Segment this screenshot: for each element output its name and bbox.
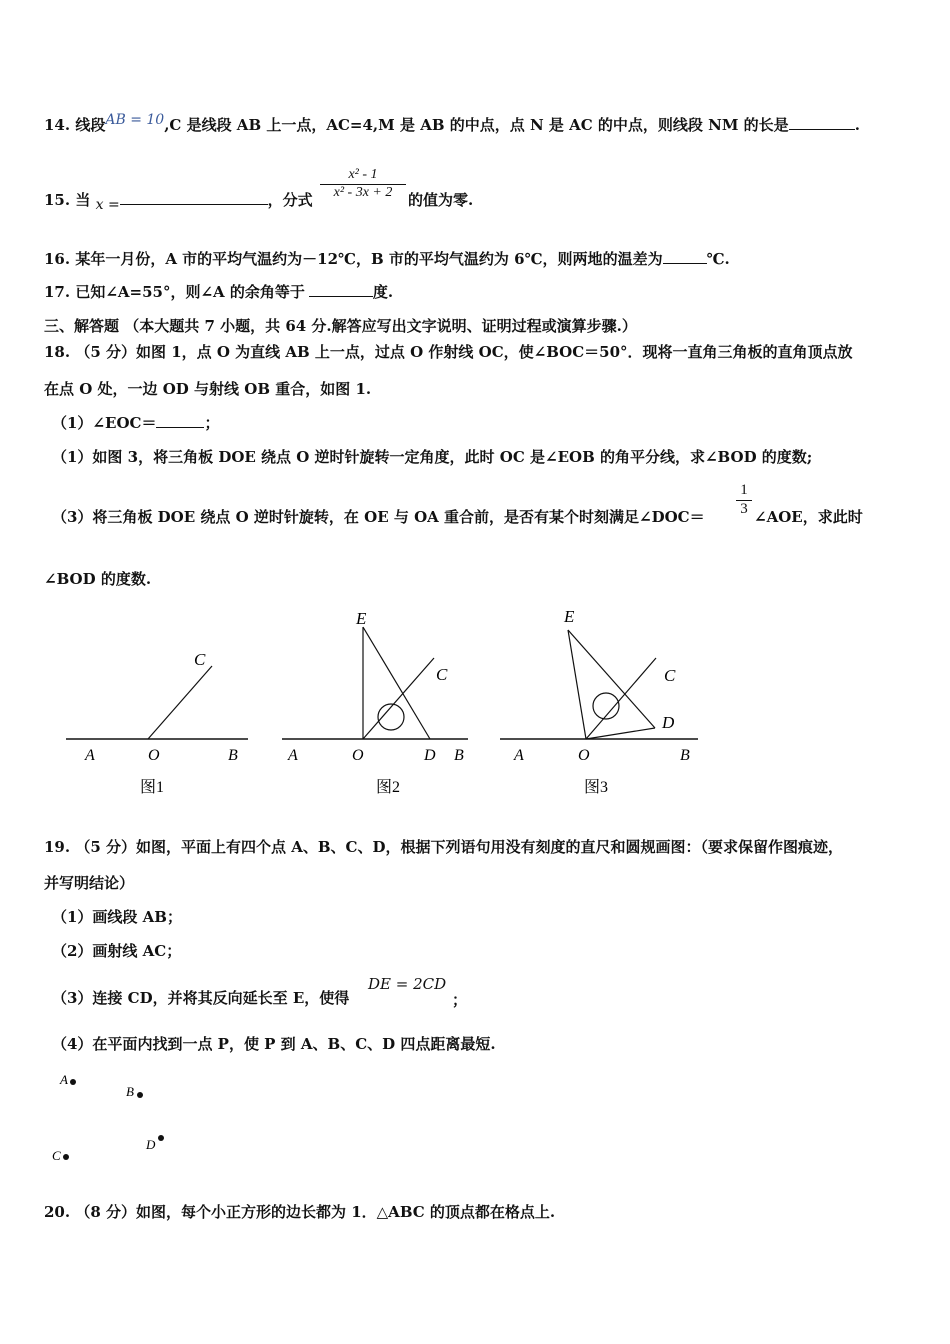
q14-text: ,C 是线段 AB 上一点，AC=4,M 是 AB 的中点，点 N 是 AC 的中点，则线段 NM 的长是	[164, 116, 789, 134]
q19-step3-end: ；	[452, 991, 468, 1009]
fig2-label-o: O	[352, 747, 364, 764]
q18-part3b: ∠AOE，求此时	[754, 508, 863, 526]
section-3-heading: 三、解答题 （本大题共 7 小题，共 64 分.解答应写出文字说明、证明过程或演算步骤.）	[44, 317, 637, 335]
fig3-ray-oc	[586, 658, 656, 739]
q18-frac-num: 1	[740, 482, 748, 498]
figure-3	[500, 607, 698, 796]
q18-part3a: （3）将三角板 DOE 绕点 O 逆时针旋转，在 OE 与 OA 重合前，是否有某个时刻满足∠DOC＝	[52, 508, 705, 526]
q19-point-b	[137, 1092, 143, 1098]
fig3-label-b: B	[680, 747, 690, 764]
question-15	[44, 190, 313, 211]
figure-1	[66, 650, 248, 796]
q19-line1: 19. （5 分）如图，平面上有四个点 A、B、C、D，根据下列语句用没有刻度的直尺和圆规画图：（要求保留作图痕迹，	[44, 838, 843, 856]
q20-text: 20. （8 分）如图，每个小正方形的边长都为 1．△ABC 的顶点都在格点上.	[44, 1203, 556, 1221]
fig3-side-od	[586, 728, 655, 739]
fig2-label-e: E	[356, 609, 367, 628]
q15-prefix: 当	[75, 191, 91, 209]
q19-step4: （4）在平面内找到一点 P，使 P 到 A、B、C、D 四点距离最短.	[52, 1035, 496, 1053]
q18-frac-den: 3	[740, 501, 748, 517]
fig3-label-c: C	[664, 666, 676, 685]
figure-2	[282, 609, 468, 796]
fig2-label-d: D	[424, 747, 436, 764]
q18-line1: 18. （5 分）如图 1，点 O 为直线 AB 上一点，过点 O 作射线 OC，使∠BOC＝50°．现将一直角三角板的直角顶点放	[44, 343, 853, 361]
fig1-label-a: A	[85, 747, 95, 764]
q18-part2: （1）如图 3，将三角板 DOE 绕点 O 逆时针旋转一定角度，此时 OC 是∠EOB 的角平分线，求∠BOD 的度数;	[52, 448, 813, 466]
q19-step3	[52, 988, 349, 1008]
fig3-label-a: A	[514, 747, 524, 764]
q17-end: 度.	[372, 283, 394, 301]
fig2-label-c: C	[436, 665, 448, 684]
fig1-caption: 图1	[140, 779, 165, 796]
q19-point-d	[158, 1135, 164, 1141]
q18-fraction	[736, 482, 752, 518]
q16-end: ℃.	[706, 250, 730, 268]
q16-text: 16. 某年一月份，A 市的平均气温约为－12℃，B 市的平均气温约为 6℃，则两地的温差为	[44, 250, 663, 268]
fig2-label-b: B	[454, 747, 464, 764]
q18-figures	[0, 600, 950, 810]
q15-mid: ，分式	[267, 191, 313, 209]
fig1-label-b: B	[228, 747, 238, 764]
fig3-label-o: O	[578, 747, 590, 764]
q18-part1	[52, 413, 219, 433]
q19-label-a: A	[60, 1072, 68, 1087]
question-14	[44, 112, 860, 136]
q15-number: 15.	[44, 191, 71, 209]
fig2-label-a: A	[288, 747, 298, 764]
q19-points-figure	[40, 1066, 240, 1176]
fig3-label-d: D	[662, 713, 675, 732]
q15-numerator: x² - 1	[348, 167, 378, 182]
q19-point-c	[63, 1154, 69, 1160]
q15-x-eq: x =	[95, 197, 120, 213]
q15-fraction	[320, 167, 406, 201]
q15-end: 的值为零.	[408, 191, 474, 209]
fig1-label-o: O	[148, 747, 160, 764]
q14-number: 14.	[44, 116, 71, 134]
q16-answer-blank[interactable]	[663, 249, 707, 264]
fig3-side-ed	[568, 630, 655, 728]
q14-answer-blank[interactable]	[789, 115, 855, 130]
q19-label-b: B	[126, 1084, 134, 1099]
q14-ab-formula: AB = 10	[105, 112, 165, 128]
q18-line2: 在点 O 处，一边 OD 与射线 OB 重合，如图 1.	[44, 380, 372, 398]
q14-prefix: 线段	[75, 116, 106, 134]
q19-label-d: D	[146, 1137, 156, 1152]
q19-step3-formula: DE = 2CD	[368, 975, 447, 993]
fig2-caption: 图2	[376, 779, 401, 796]
q18-part1-text: （1）∠EOC＝	[52, 414, 157, 432]
q15-denominator: x² - 3x + 2	[333, 185, 393, 200]
q14-end: .	[854, 116, 860, 134]
fig3-label-e: E	[564, 607, 575, 626]
q18-part3c: ∠BOD 的度数.	[44, 570, 152, 588]
fig1-label-c: C	[194, 650, 206, 669]
fig1-ray-oc	[148, 666, 212, 739]
q15-answer-blank[interactable]	[120, 190, 268, 205]
q18-part1-end: ；	[204, 414, 220, 432]
q17-text: 17. 已知∠A=55°，则∠A 的余角等于	[44, 283, 305, 301]
q17-answer-blank[interactable]	[309, 282, 373, 297]
q19-step3-text: （3）连接 CD，并将其反向延长至 E，使得	[52, 989, 350, 1007]
question-17	[44, 282, 393, 302]
fig3-caption: 图3	[584, 779, 609, 796]
q18-part1-blank[interactable]	[156, 413, 204, 428]
question-16	[44, 249, 730, 269]
fig2-side-ed	[363, 627, 430, 739]
q19-point-a	[70, 1079, 76, 1085]
q19-label-c: C	[52, 1148, 61, 1163]
q19-step2: （2）画射线 AC；	[52, 942, 182, 960]
q19-step1: （1）画线段 AB；	[52, 908, 182, 926]
q19-line2: 并写明结论）	[44, 874, 135, 892]
